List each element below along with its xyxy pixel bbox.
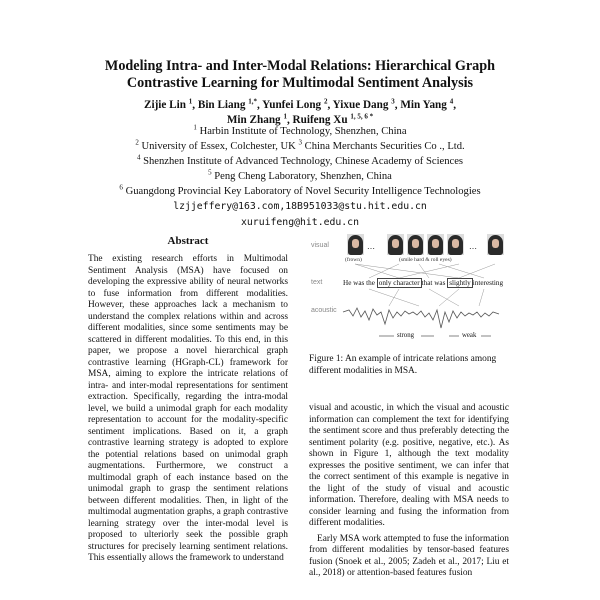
author-name: Ruifeng Xu — [292, 114, 348, 126]
text-sequence — [343, 279, 503, 287]
acoustic-label: acoustic — [311, 307, 337, 314]
text-word: that was — [421, 279, 446, 287]
author-emails — [40, 199, 560, 231]
paper-title — [40, 58, 560, 92]
title-line-2: Contrastive Learning for Multimodal Sentiment Analysis — [126, 75, 474, 91]
ellipsis: … — [367, 242, 375, 251]
visual-label: visual — [311, 242, 329, 249]
acoustic-waveform — [343, 308, 499, 328]
affiliation: $^5$ Peng Cheng Laboratory, Shenzhen, China — [208, 168, 392, 182]
text-word-highlight: slightly — [449, 279, 471, 287]
text-word: He was the — [343, 279, 375, 287]
author-name: Zijie Lin — [144, 99, 186, 111]
figure-1 — [309, 232, 509, 357]
affiliation: $^1$ Harbin Institute of Technology, Shenzhen, China — [193, 123, 407, 137]
ellipsis: … — [469, 242, 477, 251]
affiliation: $^4$ Shenzhen Institute of Advanced Technology, Chinese Academy of Sciences — [136, 153, 464, 167]
abstract-heading: Abstract — [167, 235, 209, 247]
paragraph: Early MSA work attempted to fuse the information from different modalities by tensor-based features fusion (Snoek et al., 2005; Zadeh et al., 2017; Liu et al., 2018) or attention-based features fusion — [309, 533, 509, 578]
affiliation: $^2$ University of Essex, Colchester, UK $^3$ China Merchants Securities Co ., Ltd. — [135, 138, 465, 152]
text-label: text — [311, 279, 323, 286]
email-line: xuruifeng@hit.edu.cn — [241, 217, 359, 228]
author-name: Bin Liang — [197, 99, 246, 111]
author-line-2: Min Zhang $^1$, Ruifeng Xu $^{1, 5, 6 *}$ — [226, 112, 374, 126]
frown-note: (frown) — [345, 257, 362, 263]
author-name: Min Zhang — [226, 114, 281, 126]
abstract-body: The existing research efforts in Multimodal Sentiment Analysis (MSA) have focused on developing the expressive ability of neural networks to fuse information from different modalities. However, these approaches lack a mechanism to understand the complex relations within and across different modalities, since some sentiments may be scattered in different modalities. To this end, in this paper, we propose a novel hierarchical graph contrastive learning (HGraph-CL) framework for MSA, aiming to explore the intricate relations of intra- and inter-modal representations for sentiment extraction. Specifically, regarding the intra-modal level, we build a unimodal graph for each modality representation to account for the modality-specific sentiment implications. Based on it, a graph contrastive learning strategy is adopted to explore the potential relations based on unimodal graph augmentations. Furthermore, we construct a multimodal graph of each instance based on the unimodal graph to grasp the sentiment relations between different modalities. Then, in light of the multimodal augmentation graphs, a graph contrastive learning strategy over the inter-modal level is proposed to ulteriorly seek the possible graph structures for precisely learning sentiment relations. This essentially allows the framework to understand — [88, 254, 288, 563]
author-name: Min Yang — [400, 99, 447, 111]
author-name: Yixue Dang — [332, 99, 389, 111]
weak-label: weak — [462, 332, 477, 339]
text-word: interesting — [472, 279, 504, 287]
strong-label: strong — [397, 332, 414, 339]
email-line: lzjjeffery@163.com,18B951033@stu.hit.edu.cn — [173, 201, 427, 212]
smile-note: (smile hard & roll eyes) — [399, 257, 452, 263]
affiliation: $^6$ Guangdong Provincial Key Laboratory of Novel Security Intelligence Technologies — [119, 183, 481, 197]
paragraph: visual and acoustic, in which the visual and acoustic information can complement the text for identifying the sentiment score and thus preferably detecting the sentiment polarity (e.g. positive, negative, etc.). As shown in Figure 1, although the text modality expresses the positive sentiment, we can infer that the correct sentiment of this example is negative in the light of the study of visual and acoustic information. Therefore, dealing with MSA needs to consider learning and fusing the information from different modalities. — [309, 403, 509, 528]
figure-caption: Figure 1: An example of intricate relations among different modalities in MSA. — [309, 354, 497, 376]
author-line-1: Zijie Lin $^1$, Bin Liang $^{1,*}$, Yunfei Long $^2$, Yixue Dang $^3$, Min Yang $^4$, — [144, 97, 456, 111]
title-line-1: Modeling Intra- and Inter-Modal Relations: Hierarchical Graph — [104, 58, 496, 74]
body-text — [309, 403, 509, 600]
text-word-highlight: only character — [378, 279, 420, 287]
affiliations — [30, 124, 570, 199]
author-name: Yunfei Long — [262, 99, 322, 111]
